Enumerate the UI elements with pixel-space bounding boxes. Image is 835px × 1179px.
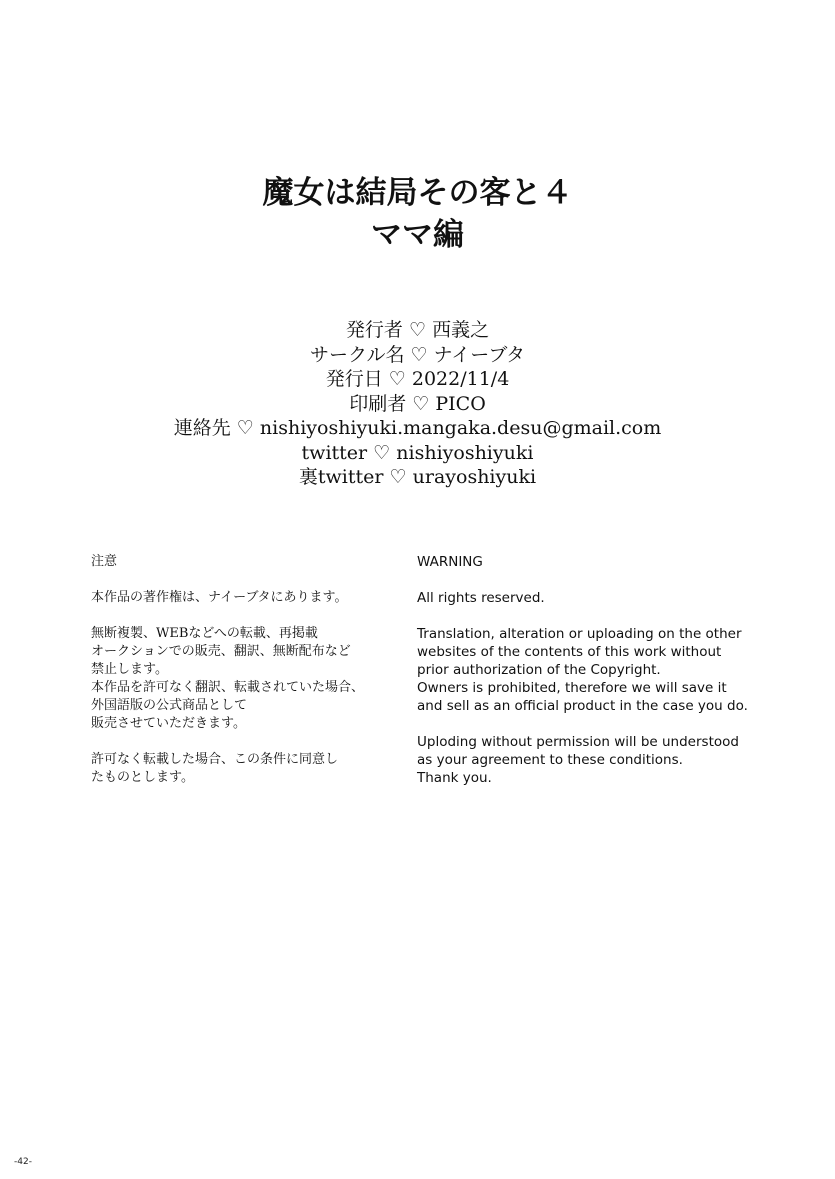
colophon-label: サークル名 [310, 343, 405, 366]
colophon-line [0, 343, 835, 368]
notice-line: Translation, alteration or uploading on the other [417, 626, 742, 642]
colophon-value: nishiyoshiyuki [396, 441, 534, 464]
notice-line: All rights reserved. [417, 590, 545, 606]
notice-line: 許可なく転載した場合、この条件に同意し [91, 752, 339, 767]
notice-paragraph [91, 589, 391, 607]
colophon-value: ナイーブタ [433, 343, 525, 366]
colophon-value: urayoshiyuki [412, 466, 537, 488]
colophon-value: 2022/11/4 [411, 368, 510, 390]
heart-icon: ♡ [389, 466, 407, 488]
notice-paragraph [91, 751, 391, 787]
heart-icon: ♡ [373, 441, 391, 464]
notice-line: 販売させていただきます。 [91, 716, 246, 731]
notice-line: and sell as an official product in the case you do. [417, 698, 748, 714]
colophon-label: 裏twitter [298, 466, 384, 488]
colophon-label: 発行者 [345, 319, 403, 341]
heart-icon: ♡ [410, 343, 428, 366]
notice-paragraph [417, 589, 777, 607]
colophon-line [0, 441, 835, 466]
notice-line: 禁止します。 [91, 662, 168, 677]
notice-line: websites of the contents of this work without [417, 644, 722, 660]
notice-line: Thank you. [417, 770, 492, 786]
colophon-label: twitter [301, 441, 368, 464]
heart-icon: ♡ [412, 392, 430, 415]
notice-line: オークションでの販売、翻訳、無断配布など [91, 644, 351, 659]
heart-icon: ♡ [236, 417, 254, 439]
notice-line: Uploding without permission will be understood [417, 734, 739, 750]
notice-en-heading: WARNING [417, 554, 483, 570]
colophon-line [0, 465, 835, 490]
colophon-line [0, 392, 835, 417]
colophon-line [0, 367, 835, 392]
notice-paragraph [91, 625, 391, 733]
notice-line: as your agreement to these conditions. [417, 752, 683, 768]
title-line-main: 魔女は結局その客と４ [262, 175, 573, 211]
notice-paragraph [417, 625, 777, 715]
notice-jp-heading: 注意 [91, 554, 118, 569]
publication-info [0, 318, 835, 490]
notice-line: 本作品を許可なく翻訳、転載されていた場合、 [91, 680, 365, 695]
colophon-value: 西義之 [432, 319, 490, 341]
notice-line: Owners is prohibited, therefore we will save it [417, 680, 727, 696]
book-title [0, 172, 835, 256]
colophon-line [0, 318, 835, 343]
notice-line: 外国語版の公式商品として [91, 698, 248, 713]
notice-line: prior authorization of the Copyright. [417, 662, 661, 678]
notice-paragraph [417, 733, 777, 787]
colophon-line [0, 416, 835, 441]
notice-line: 無断複製、WEBなどへの転載、再掲載 [91, 626, 318, 641]
colophon-label: 印刷者 [349, 392, 407, 415]
notice-english [417, 553, 777, 805]
notice-japanese [91, 553, 391, 805]
heart-icon: ♡ [408, 319, 427, 341]
title-line-sub: ママ編 [371, 217, 464, 253]
colophon-label: 発行日 [325, 368, 383, 390]
notice-line: たものとします。 [91, 770, 194, 785]
notice-line: 本作品の著作権は、ナイーブタにあります。 [91, 590, 348, 605]
colophon-label: 連絡先 [173, 417, 231, 439]
colophon-value: nishiyoshiyuki.mangaka.desu@gmail.com [259, 417, 662, 439]
colophon-value: PICO [435, 392, 486, 415]
page-number: -42- [14, 1157, 32, 1167]
heart-icon: ♡ [388, 368, 406, 390]
